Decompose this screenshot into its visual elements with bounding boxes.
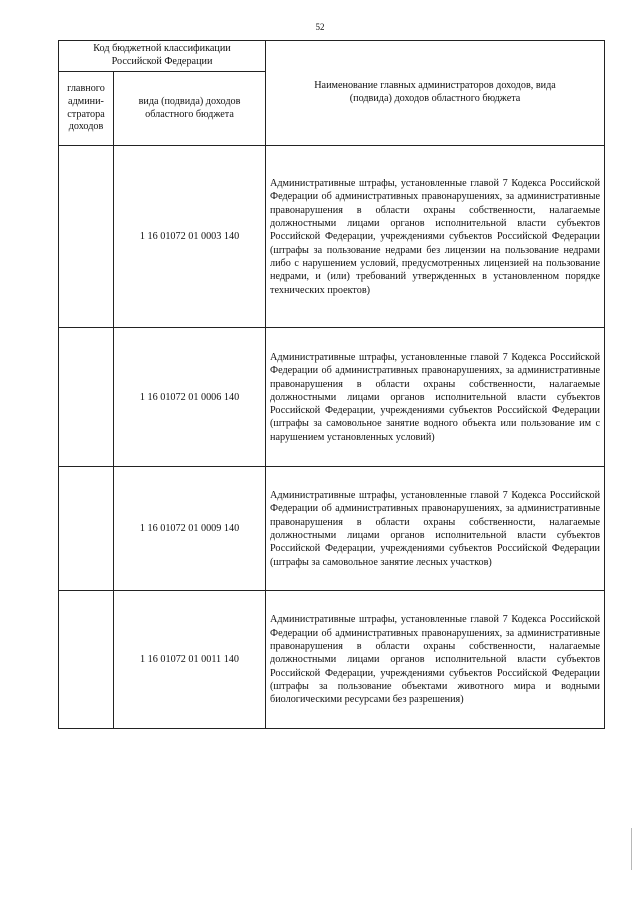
header-name-line-1: Наименование главных администраторов доходов, вида	[314, 80, 556, 92]
header-group-line-2: Российской Федерации	[111, 56, 213, 67]
admin-cell	[59, 591, 114, 729]
header-code-line-1: вида (подвида) доходов	[138, 95, 241, 107]
header-admin-line-4: доходов	[68, 121, 104, 133]
income-code-cell: 1 16 01072 01 0003 140	[114, 146, 266, 328]
description-text: Административные штрафы, установленные главой 7 Кодекса Российской Федерации об административных правонарушениях, за административные правонарушения в области охраны собственности, налагаемые должностными лицами органов исполнительной власти субъектов Российской Федерации, учреждениями субъектов Российской Федерации (штрафы за самовольное занятие лесных участков)	[270, 490, 601, 568]
budget-classification-table	[58, 40, 605, 729]
header-main-administrator	[59, 72, 114, 146]
scan-edge-mark	[631, 828, 632, 870]
table-row	[59, 591, 605, 729]
header-admin-line-3: стратора	[67, 108, 105, 120]
header-income-type	[114, 72, 266, 146]
admin-cell	[59, 146, 114, 328]
description-cell	[266, 591, 605, 729]
header-name-line-2: (подвида) доходов областного бюджета	[349, 93, 521, 104]
table-row	[59, 146, 605, 328]
page-number: 52	[315, 22, 325, 32]
income-code-cell: 1 16 01072 01 0011 140	[114, 591, 266, 729]
header-budget-classification-code	[59, 41, 266, 72]
admin-cell	[59, 328, 114, 467]
table-row	[59, 328, 605, 467]
header-admin-line-1: главного	[67, 82, 105, 94]
description-text: Административные штрафы, установленные главой 7 Кодекса Российской Федерации об административных правонарушениях, за административные правонарушения в области охраны собственности, налагаемые должностными лицами органов исполнительной власти субъектов Российской Федерации, учреждениями субъектов Российской Федерации (штрафы за пользование объектами животного мира и водными биологическими ресурсами без разрешения)	[270, 614, 601, 706]
description-text: Административные штрафы, установленные главой 7 Кодекса Российской Федерации об административных правонарушениях, за административные правонарушения в области охраны собственности, налагаемые должностными лицами органов исполнительной власти субъектов Российской Федерации, учреждениями субъектов Российской Федерации (штрафы за пользование недрами без лицензии на пользование недрами либо с нарушением условий, предусмотренных лицензией на пользование недрами, и (или) требований утвержденных в установленном порядке технических проектов)	[270, 178, 601, 296]
table-row	[59, 467, 605, 591]
header-code-line-2: областного бюджета	[145, 108, 234, 120]
description-cell	[266, 328, 605, 467]
header-group-line-1: Код бюджетной классификации	[93, 43, 231, 55]
income-code-cell: 1 16 01072 01 0006 140	[114, 328, 266, 467]
description-cell	[266, 467, 605, 591]
header-admin-line-2: админи-	[68, 95, 104, 107]
header-administrator-name	[266, 41, 605, 146]
description-cell	[266, 146, 605, 328]
description-text: Административные штрафы, установленные главой 7 Кодекса Российской Федерации об административных правонарушениях, за административные правонарушения в области охраны собственности, налагаемые должностными лицами органов исполнительной власти субъектов Российской Федерации, учреждениями субъектов Российской Федерации (штрафы за самовольное занятие водного объекта или пользование им с нарушением установленных условий)	[270, 351, 601, 443]
income-code-cell: 1 16 01072 01 0009 140	[114, 467, 266, 591]
admin-cell	[59, 467, 114, 591]
